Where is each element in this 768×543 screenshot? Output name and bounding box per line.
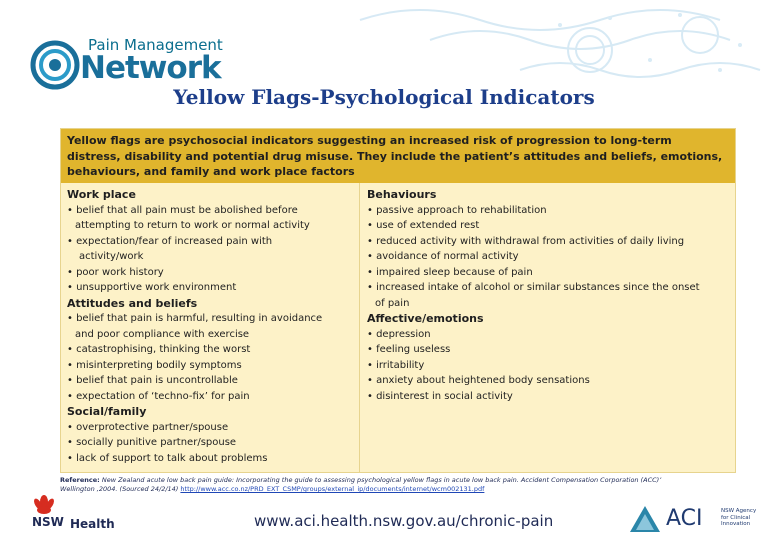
behaviours-heading: Behaviours xyxy=(367,188,437,201)
list-item: • belief that pain is harmful, resulting in avoidance xyxy=(67,313,323,324)
reference-link[interactable]: http://www.acc.co.nz/PRD_EXT_CSMP/groups/external_ip/documents/internet/wcm002131.pdf xyxy=(180,485,485,493)
list-item: • unsupportive work environment xyxy=(67,282,237,293)
reference xyxy=(60,476,740,494)
list-item: • passive approach to rehabilitation xyxy=(367,204,547,216)
list-item: of pain xyxy=(375,297,410,309)
list-item: activity/work xyxy=(79,251,144,262)
right-column xyxy=(361,183,735,472)
reference-line2: Wellington ,2004. (Sourced 24/2/14) xyxy=(60,485,179,493)
affective-heading: Affective/emotions xyxy=(367,312,484,325)
reference-text: New Zealand acute low back pain guide: Incorporating the guide to assessing psychological yellow flags in acute low back pain. Accident Compensation Corporation (ACC)’ xyxy=(101,476,662,484)
list-item: • expectation of ‘techno-fix’ for pain xyxy=(67,390,250,402)
list-item: • anxiety about heightened body sensations xyxy=(367,375,590,386)
table-columns xyxy=(61,183,735,472)
logo-line1: Pain Management xyxy=(88,36,223,54)
list-item: • overprotective partner/spouse xyxy=(67,421,229,433)
list-item: • feeling useless xyxy=(367,344,451,355)
list-item: • depression xyxy=(367,328,431,340)
aci-logo xyxy=(628,502,758,538)
work-place-heading: Work place xyxy=(67,188,136,201)
left-column xyxy=(61,183,360,472)
list-item: • irritability xyxy=(367,359,425,371)
intro-banner: Yellow flags are psychosocial indicators suggesting an increased risk of progression to long-term distress, disability and potential drug misuse. They include the patient’s attitudes and beliefs, emotions, behaviours, and family and work place factors xyxy=(61,129,735,183)
website-url[interactable]: www.aci.health.nsw.gov.au/chronic-pain xyxy=(254,512,554,530)
social-heading: Social/family xyxy=(67,405,147,418)
list-item: • reduced activity with withdrawal from activities of daily living xyxy=(367,235,685,247)
list-item: • socially punitive partner/spouse xyxy=(67,437,237,448)
list-item: • use of extended rest xyxy=(367,220,480,231)
logo-line2: Network xyxy=(80,50,221,86)
pain-management-network-logo xyxy=(30,36,223,92)
reference-label: Reference: xyxy=(60,476,100,484)
aci-subtitle: NSW Agency for Clinical Innovation xyxy=(721,508,757,527)
yellow-flags-table xyxy=(60,128,736,473)
list-item: • poor work history xyxy=(67,266,164,278)
svg-text:NSW: NSW xyxy=(32,515,64,529)
list-item: and poor compliance with exercise xyxy=(75,328,250,340)
attitudes-heading: Attitudes and beliefs xyxy=(67,296,198,310)
list-item: • avoidance of normal activity xyxy=(367,251,519,262)
aci-label: ACI xyxy=(666,506,703,531)
list-item: • misinterpreting bodily symptoms xyxy=(67,359,242,371)
nsw-health-label: Health xyxy=(70,517,115,531)
list-item: • disinterest in social activity xyxy=(367,390,513,402)
list-item: • lack of support to talk about problems xyxy=(67,452,268,464)
list-item: attempting to return to work or normal activity xyxy=(75,220,310,231)
list-item: • expectation/fear of increased pain with xyxy=(67,235,273,247)
list-item: • belief that all pain must be abolished before xyxy=(67,204,298,216)
aci-triangle-icon xyxy=(628,504,662,534)
list-item: • belief that pain is uncontrollable xyxy=(67,375,238,386)
list-item: • increased intake of alcohol or similar substances since the onset xyxy=(367,282,700,293)
list-item: • impaired sleep because of pain xyxy=(367,266,533,278)
list-item: • catastrophising, thinking the worst xyxy=(67,344,251,355)
page-title: Yellow Flags-Psychological Indicators xyxy=(173,85,595,109)
spiral-logo-icon xyxy=(30,40,80,90)
